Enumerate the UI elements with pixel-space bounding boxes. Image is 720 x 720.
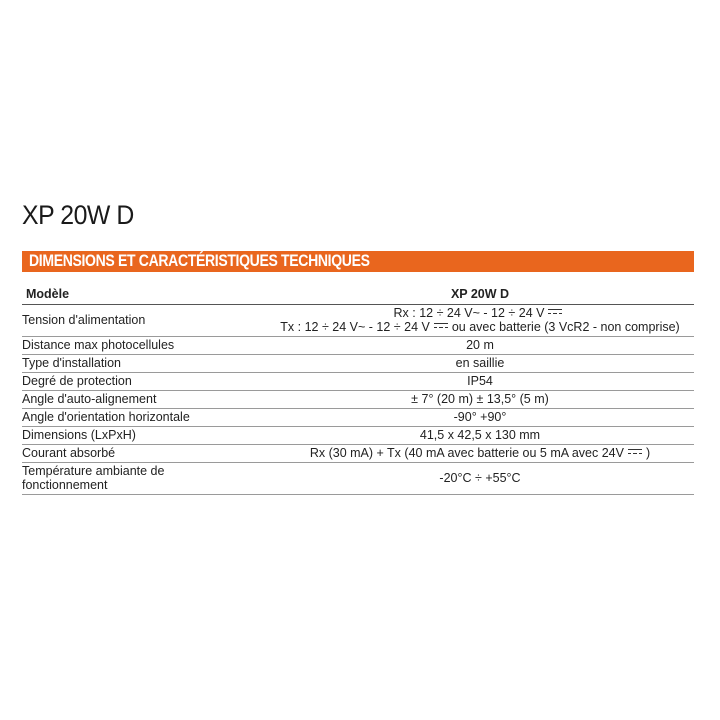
table-header-row xyxy=(22,286,694,305)
value-text: ) xyxy=(645,446,651,460)
table-row xyxy=(22,355,694,373)
table-row xyxy=(22,463,694,495)
value-line xyxy=(266,320,694,334)
row-value: en saillie xyxy=(266,355,694,373)
row-label: Degré de protection xyxy=(22,373,266,391)
value-line xyxy=(266,306,694,320)
row-value xyxy=(266,305,694,337)
value-text: Rx : 12 ÷ 24 V~ - 12 ÷ 24 V xyxy=(393,306,545,320)
row-label: Distance max photocellules xyxy=(22,337,266,355)
row-label: Angle d'auto-alignement xyxy=(22,391,266,409)
product-title: XP 20W D xyxy=(22,200,134,230)
dc-symbol-icon xyxy=(628,449,642,456)
dc-symbol-icon xyxy=(434,323,448,330)
row-value: 41,5 x 42,5 x 130 mm xyxy=(266,427,694,445)
table-row xyxy=(22,337,694,355)
label-line: Température ambiante de xyxy=(22,464,165,478)
header-value: XP 20W D xyxy=(266,286,694,305)
value-text: Rx (30 mA) + Tx (40 mA avec batterie ou 5 mA avec 24V xyxy=(309,446,624,460)
value-text: ou avec batterie (3 VcR2 - non comprise) xyxy=(451,320,680,334)
value-text: Tx : 12 ÷ 24 V~ - 12 ÷ 24 V xyxy=(280,320,430,334)
table-row xyxy=(22,445,694,463)
row-label: Angle d'orientation horizontale xyxy=(22,409,266,427)
table-row xyxy=(22,391,694,409)
table-row xyxy=(22,373,694,391)
row-value: ± 7° (20 m) ± 13,5° (5 m) xyxy=(266,391,694,409)
row-value: 20 m xyxy=(266,337,694,355)
table-row xyxy=(22,427,694,445)
section-title: DIMENSIONS ET CARACTÉRISTIQUES TECHNIQUES xyxy=(29,252,370,270)
row-value: IP54 xyxy=(266,373,694,391)
table-row xyxy=(22,409,694,427)
section-banner xyxy=(22,251,694,272)
row-label: Tension d'alimentation xyxy=(22,305,266,337)
dc-symbol-icon xyxy=(548,309,562,316)
spec-table xyxy=(22,286,694,495)
row-label: Courant absorbé xyxy=(22,445,266,463)
row-value: -90° +90° xyxy=(266,409,694,427)
row-label xyxy=(22,463,266,495)
row-value xyxy=(266,445,694,463)
header-label: Modèle xyxy=(22,286,266,305)
row-label: Dimensions (LxPxH) xyxy=(22,427,266,445)
table-row xyxy=(22,305,694,337)
label-line: fonctionnement xyxy=(22,478,108,492)
row-label: Type d'installation xyxy=(22,355,266,373)
row-value: -20°C ÷ +55°C xyxy=(266,463,694,495)
